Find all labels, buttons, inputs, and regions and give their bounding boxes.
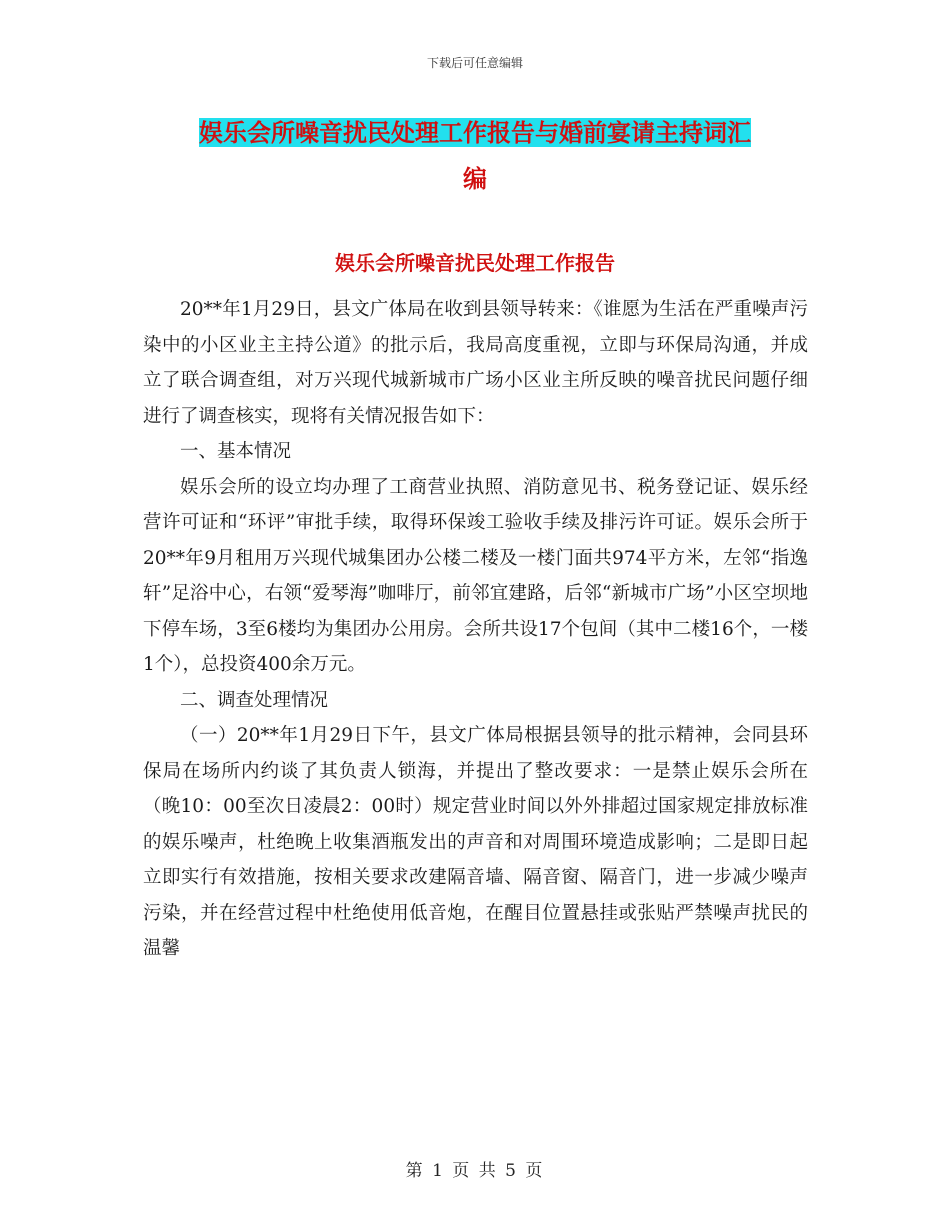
document-title-line2: 编 xyxy=(463,164,487,193)
section-title: 娱乐会所噪音扰民处理工作报告 xyxy=(335,251,615,275)
heading-investigation: 二、调查处理情况 xyxy=(180,689,329,711)
heading-basic-situation: 一、基本情况 xyxy=(180,441,292,462)
document-title xyxy=(150,110,800,202)
page-header-note: 下载后可任意编辑 xyxy=(426,56,523,70)
document-body xyxy=(143,292,808,967)
document-title-line1: 娱乐会所噪音扰民处理工作报告与婚前宴请主持词汇 xyxy=(199,118,751,147)
paragraph-basic-situation: 娱乐会所的设立均办理了工商营业执照、消防意见书、税务登记证、娱乐经营许可证和“环评”审批手续，取得环保竣工验收手续及排污许可证。娱乐会所于20**年9月租用万兴现代城集团办公楼二楼及一楼门面共974平方米，左邻“指逸轩”足浴中心，右领“爱琴海”咖啡厅，前邻宜建路，后邻“新城市广场”小区空坝地下停车场，3至6楼均为集团办公用房。会所共设17个包间（其中二楼16个，一楼1个），总投资400余万元。 xyxy=(143,476,808,675)
paragraph-investigation: （一）20**年1月29日下午，县文广体局根据县领导的批示精神，会同县环保局在场所内约谈了其负责人锁海，并提出了整改要求：一是禁止娱乐会所在（晚10：00至次日凌晨2：00时）规定营业时间以外外排超过国家规定排放标准的娱乐噪声，杜绝晚上收集酒瓶发出的声音和对周围环境造成影响；二是即日起立即实行有效措施，按相关要求改建隔音墙、隔音窗、隔音门，进一步减少噪声污染，并在经营过程中杜绝使用低音炮，在醒目位置悬挂或张贴严禁噪声扰民的温馨 xyxy=(143,725,808,959)
paragraph-intro: 20**年1月29日，县文广体局在收到县领导转来：《谁愿为生活在严重噪声污染中的小区业主主持公道》的批示后，我局高度重视，立即与环保局沟通，并成立了联合调查组，对万兴现代城新城市广场小区业主所反映的噪音扰民问题仔细进行了调查核实，现将有关情况报告如下： xyxy=(143,299,808,427)
page-footer: 第 1 页 共 5 页 xyxy=(405,1161,545,1181)
